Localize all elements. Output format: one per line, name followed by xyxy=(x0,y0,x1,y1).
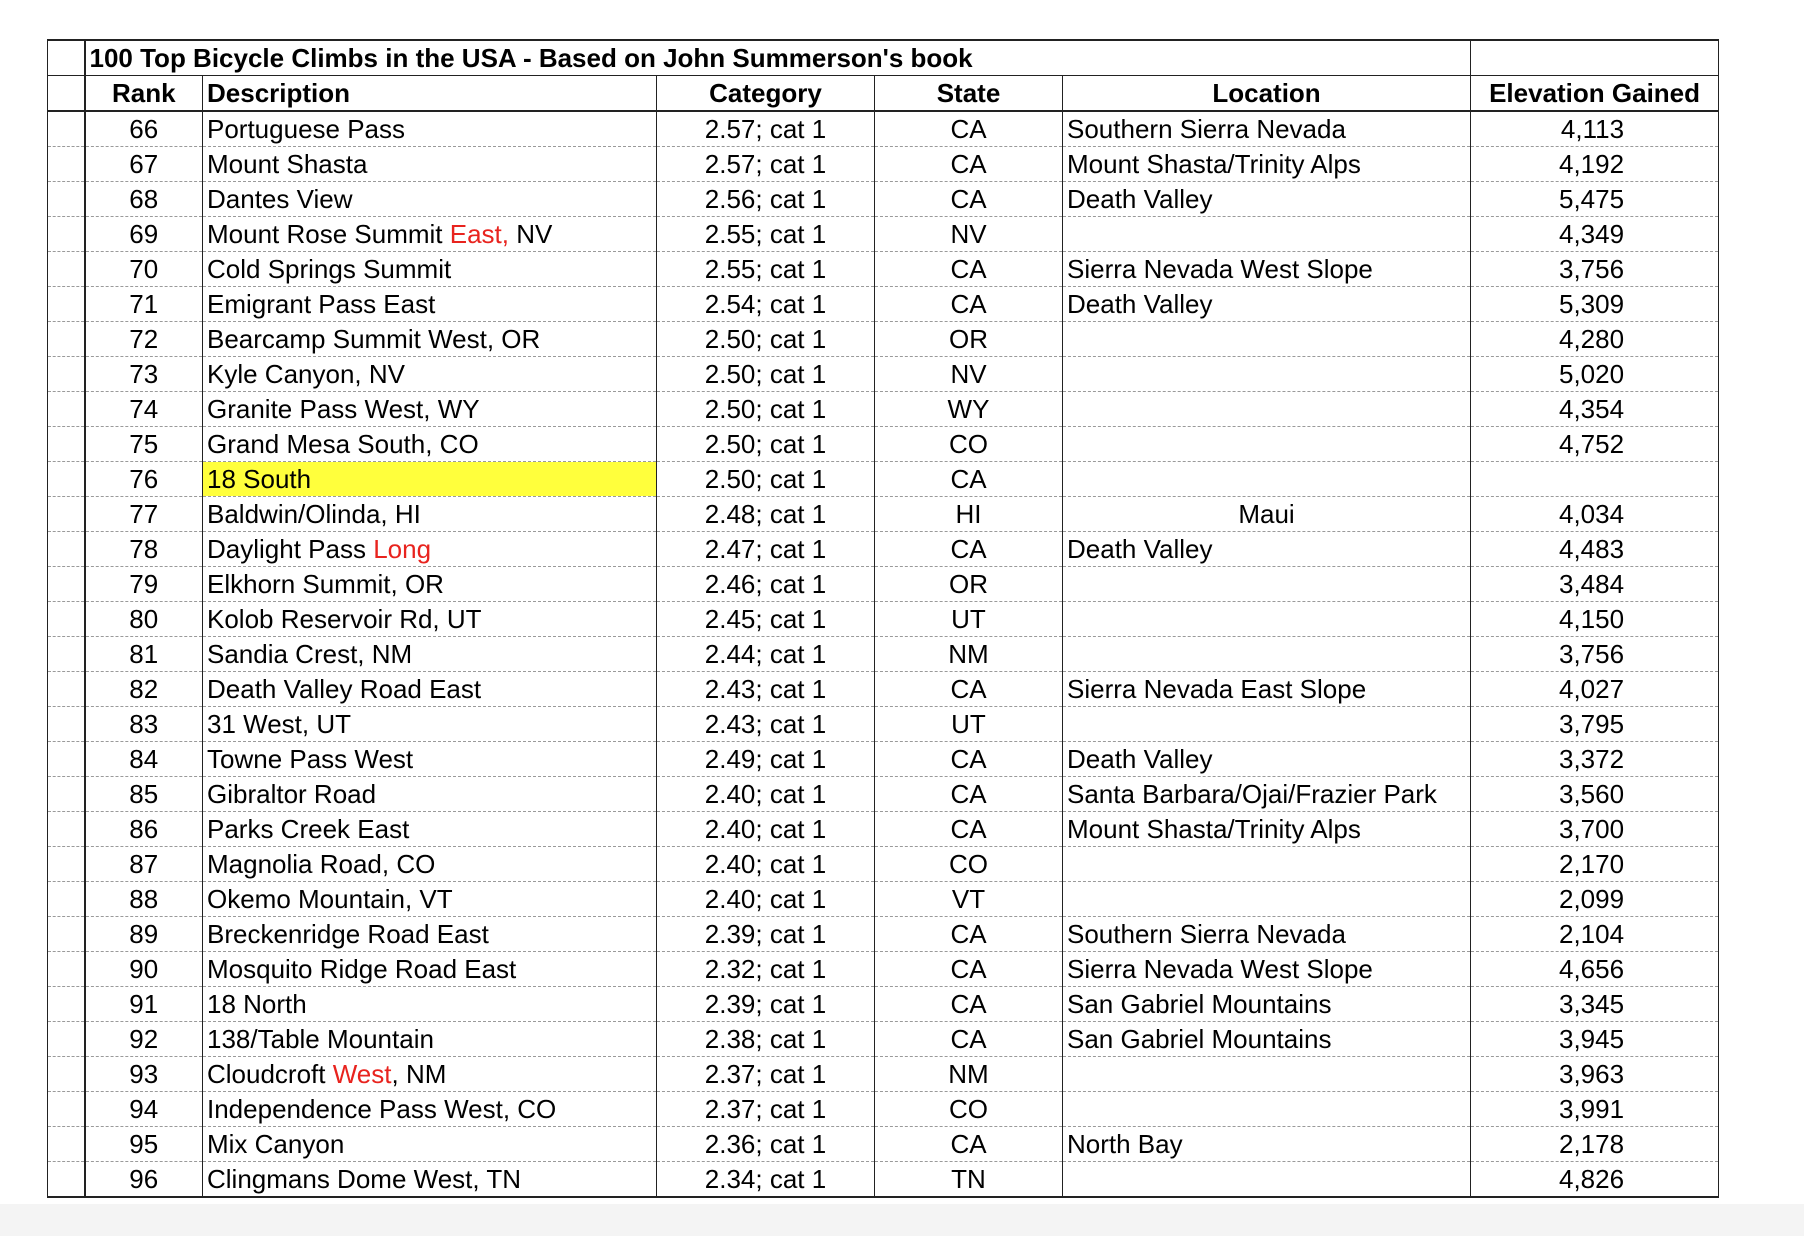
description-text: Bearcamp Summit West, OR xyxy=(207,324,541,354)
rank-cell[interactable]: 83 xyxy=(85,707,203,742)
state-cell[interactable]: CA xyxy=(875,182,1063,217)
elevation-cell[interactable]: 2,178 xyxy=(1471,1127,1719,1162)
table-row xyxy=(48,847,1719,882)
elevation-cell[interactable]: 4,192 xyxy=(1471,147,1719,182)
description-cell[interactable] xyxy=(203,392,657,427)
location-cell[interactable] xyxy=(1063,357,1471,392)
table-row xyxy=(48,287,1719,322)
description-text: Mount Rose Summit xyxy=(207,219,450,249)
category-cell[interactable]: 2.44; cat 1 xyxy=(657,637,875,672)
category-cell[interactable]: 2.40; cat 1 xyxy=(657,882,875,917)
rank-cell[interactable]: 72 xyxy=(85,322,203,357)
row-stub[interactable] xyxy=(48,427,85,462)
state-cell[interactable]: CA xyxy=(875,287,1063,322)
elevation-cell[interactable]: 4,113 xyxy=(1471,111,1719,147)
category-cell[interactable]: 2.50; cat 1 xyxy=(657,462,875,497)
location-cell[interactable]: San Gabriel Mountains xyxy=(1063,987,1471,1022)
location-cell[interactable]: Maui xyxy=(1063,497,1471,532)
category-cell[interactable]: 2.50; cat 1 xyxy=(657,357,875,392)
description-cell[interactable] xyxy=(203,1057,657,1092)
rank-cell[interactable]: 75 xyxy=(85,427,203,462)
elevation-cell[interactable] xyxy=(1471,462,1719,497)
table-row xyxy=(48,217,1719,252)
description-text: Elkhorn Summit, OR xyxy=(207,569,444,599)
table-row xyxy=(48,882,1719,917)
category-cell[interactable]: 2.37; cat 1 xyxy=(657,1057,875,1092)
location-cell[interactable]: North Bay xyxy=(1063,1127,1471,1162)
location-cell[interactable]: Death Valley xyxy=(1063,287,1471,322)
description-text: Cloudcroft xyxy=(207,1059,333,1089)
rank-cell[interactable]: 67 xyxy=(85,147,203,182)
elevation-cell[interactable]: 2,170 xyxy=(1471,847,1719,882)
state-cell[interactable]: CA xyxy=(875,111,1063,147)
description-text: 18 North xyxy=(207,989,307,1019)
category-cell[interactable]: 2.37; cat 1 xyxy=(657,1092,875,1127)
category-cell[interactable]: 2.47; cat 1 xyxy=(657,532,875,567)
description-cell[interactable] xyxy=(203,602,657,637)
description-text: 138/Table Mountain xyxy=(207,1024,434,1054)
description-cell[interactable] xyxy=(203,567,657,602)
rank-cell[interactable]: 82 xyxy=(85,672,203,707)
state-cell[interactable]: CA xyxy=(875,812,1063,847)
description-cell[interactable] xyxy=(203,637,657,672)
category-cell[interactable]: 2.40; cat 1 xyxy=(657,847,875,882)
description-text: Cold Springs Summit xyxy=(207,254,452,284)
header-description[interactable]: Description xyxy=(203,76,657,112)
rank-cell[interactable]: 89 xyxy=(85,917,203,952)
location-cell[interactable] xyxy=(1063,427,1471,462)
elevation-cell[interactable]: 5,309 xyxy=(1471,287,1719,322)
description-cell[interactable] xyxy=(203,742,657,777)
category-cell[interactable]: 2.54; cat 1 xyxy=(657,287,875,322)
category-cell[interactable]: 2.40; cat 1 xyxy=(657,777,875,812)
table-row xyxy=(48,427,1719,462)
description-cell[interactable] xyxy=(203,952,657,987)
description-text: Mount Shasta xyxy=(207,149,368,179)
row-stub[interactable] xyxy=(48,777,85,812)
table-row xyxy=(48,1022,1719,1057)
state-cell[interactable]: NM xyxy=(875,637,1063,672)
category-cell[interactable]: 2.50; cat 1 xyxy=(657,322,875,357)
description-text: Sandia Crest, NM xyxy=(207,639,413,669)
description-cell[interactable] xyxy=(203,217,657,252)
state-cell[interactable]: CO xyxy=(875,427,1063,462)
location-cell[interactable]: Death Valley xyxy=(1063,742,1471,777)
description-text: Mix Canyon xyxy=(207,1129,345,1159)
description-text: Portuguese Pass xyxy=(207,114,406,144)
description-cell[interactable] xyxy=(203,847,657,882)
state-cell[interactable]: UT xyxy=(875,602,1063,637)
row-stub[interactable] xyxy=(48,147,85,182)
description-text: Death Valley Road East xyxy=(207,674,482,704)
table-row xyxy=(48,952,1719,987)
description-text: Emigrant Pass East xyxy=(207,289,436,319)
location-cell[interactable] xyxy=(1063,707,1471,742)
location-cell[interactable]: Sierra Nevada West Slope xyxy=(1063,252,1471,287)
description-cell[interactable] xyxy=(203,287,657,322)
category-cell[interactable]: 2.40; cat 1 xyxy=(657,812,875,847)
description-cell[interactable] xyxy=(203,707,657,742)
description-text: Clingmans Dome West, TN xyxy=(207,1164,522,1194)
row-stub[interactable] xyxy=(48,532,85,567)
description-red-text: East, xyxy=(449,219,509,249)
description-text: 18 South xyxy=(207,464,312,494)
table-row xyxy=(48,182,1719,217)
category-cell[interactable]: 2.34; cat 1 xyxy=(657,1162,875,1198)
category-cell[interactable]: 2.55; cat 1 xyxy=(657,217,875,252)
elevation-cell[interactable]: 3,484 xyxy=(1471,567,1719,602)
description-text: Independence Pass West, CO xyxy=(207,1094,557,1124)
description-text: Granite Pass West, WY xyxy=(207,394,480,424)
elevation-cell[interactable]: 3,700 xyxy=(1471,812,1719,847)
category-cell[interactable]: 2.49; cat 1 xyxy=(657,742,875,777)
state-cell[interactable]: CA xyxy=(875,1022,1063,1057)
description-text: Towne Pass West xyxy=(207,744,414,774)
state-cell[interactable]: CA xyxy=(875,742,1063,777)
elevation-cell[interactable]: 4,280 xyxy=(1471,322,1719,357)
row-stub[interactable] xyxy=(48,952,85,987)
table-row xyxy=(48,322,1719,357)
description-text: Okemo Mountain, VT xyxy=(207,884,453,914)
table-row xyxy=(48,567,1719,602)
location-cell[interactable] xyxy=(1063,217,1471,252)
rank-cell[interactable]: 81 xyxy=(85,637,203,672)
elevation-cell[interactable]: 4,483 xyxy=(1471,532,1719,567)
table-row xyxy=(48,602,1719,637)
description-text: Daylight Pass xyxy=(207,534,374,564)
elevation-cell[interactable]: 4,150 xyxy=(1471,602,1719,637)
elevation-cell[interactable]: 4,656 xyxy=(1471,952,1719,987)
state-cell[interactable]: CA xyxy=(875,462,1063,497)
elevation-cell[interactable]: 4,349 xyxy=(1471,217,1719,252)
description-red-text: West xyxy=(332,1059,392,1089)
location-cell[interactable]: San Gabriel Mountains xyxy=(1063,1022,1471,1057)
location-cell[interactable]: Sierra Nevada East Slope xyxy=(1063,672,1471,707)
location-cell[interactable]: Death Valley xyxy=(1063,182,1471,217)
category-cell[interactable]: 2.38; cat 1 xyxy=(657,1022,875,1057)
table-row xyxy=(48,147,1719,182)
category-cell[interactable]: 2.39; cat 1 xyxy=(657,987,875,1022)
state-cell[interactable]: OR xyxy=(875,322,1063,357)
row-stub[interactable] xyxy=(48,637,85,672)
row-stub[interactable] xyxy=(48,462,85,497)
location-cell[interactable] xyxy=(1063,322,1471,357)
state-cell[interactable]: CO xyxy=(875,1092,1063,1127)
location-cell[interactable]: Southern Sierra Nevada xyxy=(1063,111,1471,147)
location-cell[interactable] xyxy=(1063,1057,1471,1092)
rank-cell[interactable]: 95 xyxy=(85,1127,203,1162)
table-row xyxy=(48,252,1719,287)
description-cell[interactable] xyxy=(203,252,657,287)
row-stub[interactable] xyxy=(48,672,85,707)
row-stub[interactable] xyxy=(48,111,85,147)
description-text: NV xyxy=(509,219,553,249)
location-cell[interactable] xyxy=(1063,392,1471,427)
header-category[interactable]: Category xyxy=(657,76,875,112)
description-cell[interactable] xyxy=(203,532,657,567)
state-cell[interactable]: WY xyxy=(875,392,1063,427)
location-cell[interactable] xyxy=(1063,637,1471,672)
description-cell[interactable] xyxy=(203,987,657,1022)
location-cell[interactable] xyxy=(1063,1092,1471,1127)
state-cell[interactable]: TN xyxy=(875,1162,1063,1198)
location-cell[interactable] xyxy=(1063,1162,1471,1198)
category-cell[interactable]: 2.43; cat 1 xyxy=(657,672,875,707)
elevation-cell[interactable]: 2,104 xyxy=(1471,917,1719,952)
table-row xyxy=(48,1057,1719,1092)
state-cell[interactable]: CA xyxy=(875,672,1063,707)
rank-cell[interactable]: 71 xyxy=(85,287,203,322)
elevation-cell[interactable]: 4,826 xyxy=(1471,1162,1719,1198)
row-stub[interactable] xyxy=(48,602,85,637)
category-cell[interactable]: 2.57; cat 1 xyxy=(657,111,875,147)
description-text: , NM xyxy=(391,1059,447,1089)
location-cell[interactable] xyxy=(1063,462,1471,497)
description-cell[interactable] xyxy=(203,427,657,462)
description-text: Mosquito Ridge Road East xyxy=(207,954,517,984)
rank-cell[interactable]: 68 xyxy=(85,182,203,217)
table-row xyxy=(48,532,1719,567)
rank-cell[interactable]: 87 xyxy=(85,847,203,882)
elevation-cell[interactable]: 3,345 xyxy=(1471,987,1719,1022)
row-stub[interactable] xyxy=(48,182,85,217)
elevation-cell[interactable]: 4,752 xyxy=(1471,427,1719,462)
table-row xyxy=(48,707,1719,742)
rank-cell[interactable]: 80 xyxy=(85,602,203,637)
description-text: 31 West, UT xyxy=(207,709,352,739)
state-cell[interactable]: CA xyxy=(875,952,1063,987)
location-cell[interactable] xyxy=(1063,567,1471,602)
location-cell[interactable] xyxy=(1063,882,1471,917)
rank-cell[interactable]: 90 xyxy=(85,952,203,987)
elevation-cell[interactable]: 5,475 xyxy=(1471,182,1719,217)
description-cell[interactable] xyxy=(203,917,657,952)
category-cell[interactable]: 2.46; cat 1 xyxy=(657,567,875,602)
elevation-cell[interactable]: 2,099 xyxy=(1471,882,1719,917)
table-row xyxy=(48,111,1719,147)
row-stub[interactable] xyxy=(48,567,85,602)
header-rank[interactable]: Rank xyxy=(85,76,203,112)
rank-cell[interactable]: 84 xyxy=(85,742,203,777)
state-cell[interactable]: OR xyxy=(875,567,1063,602)
description-cell[interactable] xyxy=(203,357,657,392)
row-stub[interactable] xyxy=(48,357,85,392)
elevation-cell[interactable]: 3,963 xyxy=(1471,1057,1719,1092)
rank-cell[interactable]: 92 xyxy=(85,1022,203,1057)
category-cell[interactable]: 2.32; cat 1 xyxy=(657,952,875,987)
category-cell[interactable]: 2.50; cat 1 xyxy=(657,427,875,462)
rank-cell[interactable]: 96 xyxy=(85,1162,203,1198)
table-row xyxy=(48,672,1719,707)
sheet-title[interactable]: 100 Top Bicycle Climbs in the USA - Based on John Summerson's book xyxy=(85,40,1471,76)
elevation-cell[interactable]: 3,945 xyxy=(1471,1022,1719,1057)
state-cell[interactable]: VT xyxy=(875,882,1063,917)
description-cell[interactable] xyxy=(203,812,657,847)
rank-cell[interactable]: 93 xyxy=(85,1057,203,1092)
row-stub[interactable] xyxy=(48,1127,85,1162)
location-cell[interactable]: Death Valley xyxy=(1063,532,1471,567)
row-stub[interactable] xyxy=(48,917,85,952)
row-stub[interactable] xyxy=(48,217,85,252)
rank-cell[interactable]: 76 xyxy=(85,462,203,497)
location-cell[interactable] xyxy=(1063,847,1471,882)
row-stub[interactable] xyxy=(48,1162,85,1198)
table-row xyxy=(48,497,1719,532)
rank-cell[interactable]: 94 xyxy=(85,1092,203,1127)
elevation-cell[interactable]: 4,034 xyxy=(1471,497,1719,532)
elevation-cell[interactable]: 4,354 xyxy=(1471,392,1719,427)
title-row xyxy=(48,40,1719,76)
row-stub[interactable] xyxy=(48,812,85,847)
description-text: Baldwin/Olinda, HI xyxy=(207,499,421,529)
location-cell[interactable] xyxy=(1063,602,1471,637)
description-text: Kolob Reservoir Rd, UT xyxy=(207,604,482,634)
category-cell[interactable]: 2.55; cat 1 xyxy=(657,252,875,287)
elevation-cell[interactable]: 3,795 xyxy=(1471,707,1719,742)
description-cell[interactable] xyxy=(203,1162,657,1198)
header-elevation[interactable]: Elevation Gained xyxy=(1471,76,1719,112)
description-text: Gibraltor Road xyxy=(207,779,377,809)
row-stub[interactable] xyxy=(48,742,85,777)
state-cell[interactable]: NV xyxy=(875,217,1063,252)
table-row xyxy=(48,357,1719,392)
rank-cell[interactable]: 70 xyxy=(85,252,203,287)
table-row xyxy=(48,917,1719,952)
state-cell[interactable]: CA xyxy=(875,252,1063,287)
row-stub[interactable] xyxy=(48,322,85,357)
description-cell[interactable] xyxy=(203,322,657,357)
location-cell[interactable]: Santa Barbara/Ojai/Frazier Park xyxy=(1063,777,1471,812)
elevation-cell[interactable]: 3,991 xyxy=(1471,1092,1719,1127)
state-cell[interactable]: CA xyxy=(875,147,1063,182)
table-row xyxy=(48,1162,1719,1198)
row-stub[interactable] xyxy=(48,287,85,322)
table-row xyxy=(48,1127,1719,1162)
row-stub[interactable] xyxy=(48,882,85,917)
description-cell[interactable] xyxy=(203,111,657,147)
category-cell[interactable]: 2.39; cat 1 xyxy=(657,917,875,952)
description-cell[interactable] xyxy=(203,672,657,707)
description-text: Kyle Canyon, NV xyxy=(207,359,405,389)
row-stub[interactable] xyxy=(48,1022,85,1057)
state-cell[interactable]: CA xyxy=(875,777,1063,812)
row-stub[interactable] xyxy=(48,497,85,532)
state-cell[interactable]: CA xyxy=(875,1127,1063,1162)
climbs-table xyxy=(47,39,1719,1198)
row-stub[interactable] xyxy=(48,392,85,427)
location-cell[interactable]: Sierra Nevada West Slope xyxy=(1063,952,1471,987)
description-cell[interactable] xyxy=(203,462,657,497)
row-stub[interactable] xyxy=(48,76,85,112)
state-cell[interactable]: NM xyxy=(875,1057,1063,1092)
state-cell[interactable]: CA xyxy=(875,917,1063,952)
header-location[interactable]: Location xyxy=(1063,76,1471,112)
description-text: Breckenridge Road East xyxy=(207,919,489,949)
state-cell[interactable]: CA xyxy=(875,532,1063,567)
rank-cell[interactable]: 73 xyxy=(85,357,203,392)
description-text: Parks Creek East xyxy=(207,814,410,844)
state-cell[interactable]: CA xyxy=(875,987,1063,1022)
row-stub[interactable] xyxy=(48,40,85,76)
header-state[interactable]: State xyxy=(875,76,1063,112)
table-row xyxy=(48,812,1719,847)
state-cell[interactable]: NV xyxy=(875,357,1063,392)
state-cell[interactable]: UT xyxy=(875,707,1063,742)
description-cell[interactable] xyxy=(203,777,657,812)
description-cell[interactable] xyxy=(203,882,657,917)
description-cell[interactable] xyxy=(203,1127,657,1162)
category-cell[interactable]: 2.56; cat 1 xyxy=(657,182,875,217)
elevation-cell[interactable]: 3,756 xyxy=(1471,252,1719,287)
table-row xyxy=(48,1092,1719,1127)
location-cell[interactable]: Mount Shasta/Trinity Alps xyxy=(1063,147,1471,182)
category-cell[interactable]: 2.48; cat 1 xyxy=(657,497,875,532)
rank-cell[interactable]: 78 xyxy=(85,532,203,567)
row-stub[interactable] xyxy=(48,987,85,1022)
category-cell[interactable]: 2.57; cat 1 xyxy=(657,147,875,182)
row-stub[interactable] xyxy=(48,847,85,882)
state-cell[interactable]: HI xyxy=(875,497,1063,532)
table-row xyxy=(48,392,1719,427)
description-text: Magnolia Road, CO xyxy=(207,849,436,879)
rank-cell[interactable]: 85 xyxy=(85,777,203,812)
description-cell[interactable] xyxy=(203,147,657,182)
elevation-cell[interactable]: 3,560 xyxy=(1471,777,1719,812)
description-cell[interactable] xyxy=(203,1022,657,1057)
rank-cell[interactable]: 91 xyxy=(85,987,203,1022)
row-stub[interactable] xyxy=(48,1092,85,1127)
description-text: Grand Mesa South, CO xyxy=(207,429,479,459)
description-cell[interactable] xyxy=(203,497,657,532)
elevation-cell[interactable]: 3,756 xyxy=(1471,637,1719,672)
location-cell[interactable]: Southern Sierra Nevada xyxy=(1063,917,1471,952)
category-cell[interactable]: 2.36; cat 1 xyxy=(657,1127,875,1162)
table-row xyxy=(48,462,1719,497)
rank-cell[interactable]: 69 xyxy=(85,217,203,252)
rank-cell[interactable]: 79 xyxy=(85,567,203,602)
description-red-text: Long xyxy=(373,534,432,564)
table-row xyxy=(48,777,1719,812)
category-cell[interactable]: 2.45; cat 1 xyxy=(657,602,875,637)
table-row xyxy=(48,742,1719,777)
elevation-cell[interactable]: 4,027 xyxy=(1471,672,1719,707)
row-stub[interactable] xyxy=(48,252,85,287)
table-row xyxy=(48,637,1719,672)
rank-cell[interactable]: 86 xyxy=(85,812,203,847)
header-row xyxy=(48,76,1719,112)
page-bottom-band xyxy=(0,1204,1804,1236)
table-row xyxy=(48,987,1719,1022)
rank-cell[interactable]: 74 xyxy=(85,392,203,427)
rank-cell[interactable]: 77 xyxy=(85,497,203,532)
description-text: Dantes View xyxy=(207,184,353,214)
description-cell[interactable] xyxy=(203,1092,657,1127)
rank-cell[interactable]: 66 xyxy=(85,111,203,147)
rank-cell[interactable]: 88 xyxy=(85,882,203,917)
category-cell[interactable]: 2.50; cat 1 xyxy=(657,392,875,427)
elevation-cell[interactable]: 3,372 xyxy=(1471,742,1719,777)
description-cell[interactable] xyxy=(203,182,657,217)
state-cell[interactable]: CO xyxy=(875,847,1063,882)
elevation-cell[interactable]: 5,020 xyxy=(1471,357,1719,392)
title-empty-cell[interactable] xyxy=(1471,40,1719,76)
category-cell[interactable]: 2.43; cat 1 xyxy=(657,707,875,742)
row-stub[interactable] xyxy=(48,1057,85,1092)
row-stub[interactable] xyxy=(48,707,85,742)
location-cell[interactable]: Mount Shasta/Trinity Alps xyxy=(1063,812,1471,847)
